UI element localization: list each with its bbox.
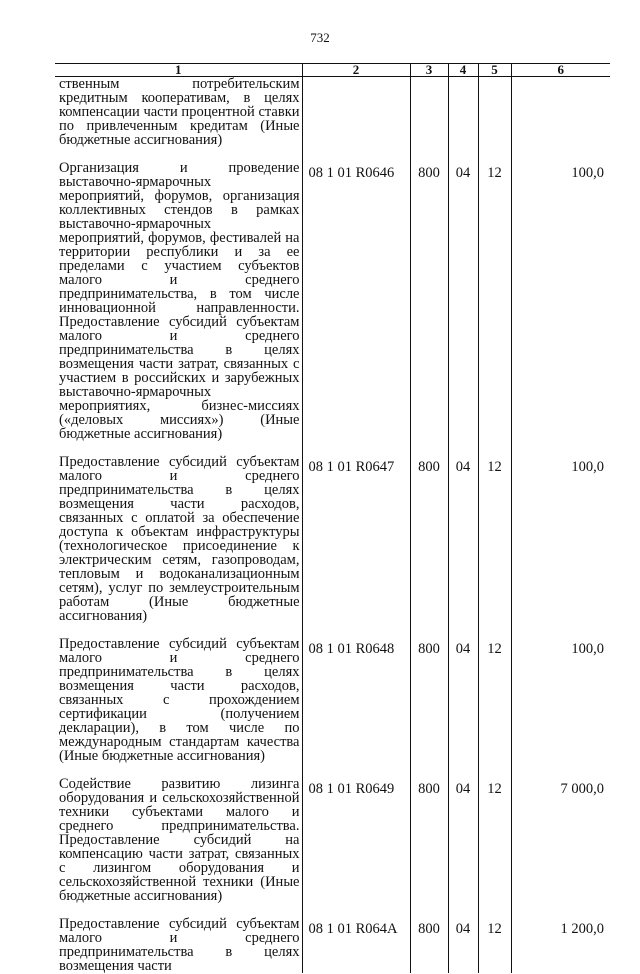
page-number: 732 [310,30,330,45]
row-description: ственным потребительским кредитным кооперативам, в целях компенсации части процентной ставки по привлеченным кредитам (Иные бюджетные ассигнования) [59,76,300,148]
row-vr: 800 [410,777,448,903]
column-header-1: 1 [55,64,302,77]
row-amount: 100,0 [511,637,610,763]
column-header-3: 3 [410,64,448,77]
row-code: 08 1 01 R064А [302,917,410,973]
column-header-6: 6 [511,64,610,77]
row-pr: 12 [478,161,511,441]
row-description: Предоставление субсидий субъектам малого и среднего предпринимательства в целях возмещения части [59,916,300,974]
table-row [55,777,610,903]
row-spacer [55,147,610,161]
table-row [55,917,610,973]
row-pr: 12 [478,637,511,763]
row-vr: 800 [410,455,448,623]
row-description: Организация и проведение выставочно-ярмарочных мероприятий, форумов, организация коллективных стендов в рамках выставочно-ярмарочных мероприятий, форумов, фестивалей на территории республики и за ее пределами с участием субъектов малого и среднего предпринимательства, в том числе инновационной направленности. Предоставление субсидий субъектам малого и среднего предпринимательства в целях возмещения части затрат, связанных с участием в российских и зарубежных выставочно-ярмарочных мероприятиях, бизнес-миссиях («деловых миссиях») (Иные бюджетные ассигнования) [59,160,300,442]
row-spacer [55,623,610,637]
table-row [55,77,610,148]
row-description: Содействие развитию лизинга оборудования и сельскохозяйственной техники субъектами малого и среднего предпринимательства. Предоставление субсидий на компенсацию части затрат, связанных с лизингом оборудования и сельскохозяйственной техники (Иные бюджетные ассигнования) [59,776,300,904]
row-amount: 100,0 [511,161,610,441]
row-code [302,77,410,148]
table-row [55,637,610,763]
row-code: 08 1 01 R0648 [302,637,410,763]
row-pr: 12 [478,455,511,623]
row-rz: 04 [448,777,478,903]
row-amount [511,77,610,148]
table-row [55,161,610,441]
row-rz [448,77,478,148]
row-pr: 12 [478,777,511,903]
row-description: Предоставление субсидий субъектам малого и среднего предпринимательства в целях возмещения части расходов, связанных с оплатой за обеспечение доступа к объектам инфраструктуры (технологическое присоединение к электрическим сетям, газопроводам, тепловым и водоканализационным сетям), услуг по землеустроительным работам (Иные бюджетные ассигнования) [59,454,300,624]
row-vr: 800 [410,161,448,441]
row-code: 08 1 01 R0647 [302,455,410,623]
row-vr: 800 [410,637,448,763]
column-header-4: 4 [448,64,478,77]
row-code: 08 1 01 R0649 [302,777,410,903]
header-row [55,64,610,77]
row-description: Предоставление субсидий субъектам малого и среднего предпринимательства в целях возмещения части расходов, связанных с прохождением сертификации (получением декларации), в том числе по международным стандартам качества (Иные бюджетные ассигнования) [59,636,300,764]
row-rz: 04 [448,161,478,441]
row-rz: 04 [448,455,478,623]
row-pr: 12 [478,917,511,973]
table-row [55,455,610,623]
column-header-2: 2 [302,64,410,77]
budget-table [55,63,610,973]
row-amount: 1 200,0 [511,917,610,973]
row-rz: 04 [448,637,478,763]
column-header-5: 5 [478,64,511,77]
row-vr: 800 [410,917,448,973]
row-spacer [55,763,610,777]
row-code: 08 1 01 R0646 [302,161,410,441]
row-amount: 7 000,0 [511,777,610,903]
row-rz: 04 [448,917,478,973]
row-spacer [55,441,610,455]
row-amount: 100,0 [511,455,610,623]
row-vr [410,77,448,148]
row-pr [478,77,511,148]
row-spacer [55,903,610,917]
